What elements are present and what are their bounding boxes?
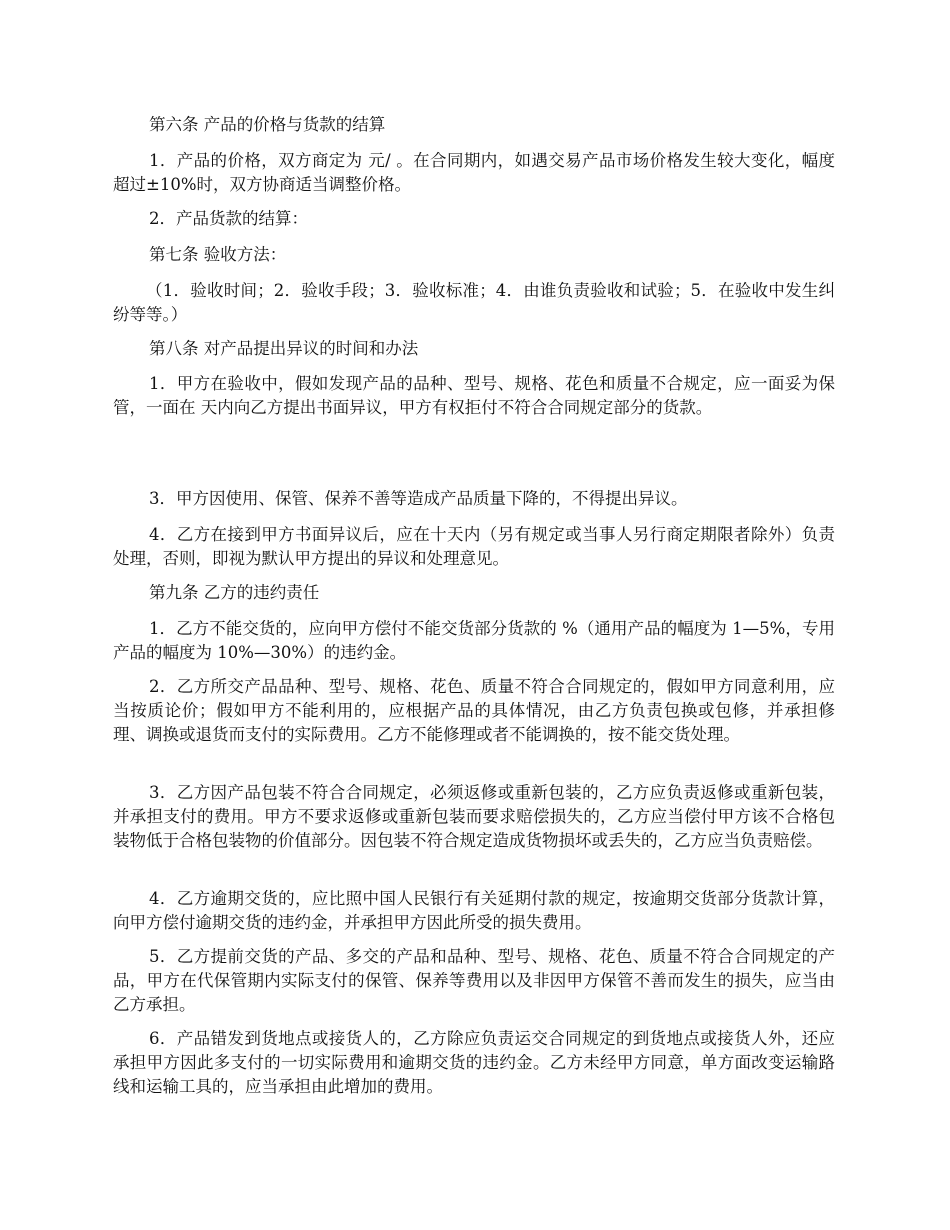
article-8-clause-1: 1．甲方在验收中，假如发现产品的品种、型号、规格、花色和质量不合规定，应一面妥为保管，一面在 天内向乙方提出书面异议，甲方有权拒付不符合合同规定部分的货款。 — [113, 374, 835, 417]
article-7-detail: （1．验收时间；2．验收手段；3．验收标准；4．由谁负责验收和试验；5．在验收中发生纠纷等等。） — [113, 281, 835, 324]
article-6-clause-2: 2．产品货款的结算： — [149, 209, 308, 228]
article-7-heading: 第七条 验收方法： — [149, 245, 287, 264]
article-8-heading: 第八条 对产品提出异议的时间和办法 — [149, 339, 419, 358]
article-9-clause-4: 4．乙方逾期交货的，应比照中国人民银行有关延期付款的规定，按逾期交货部分货款计算，向甲方偿付逾期交货的违约金，并承担甲方因此所受的损失费用。 — [113, 889, 835, 932]
article-9-heading: 第九条 乙方的违约责任 — [149, 583, 320, 602]
article-6-heading: 第六条 产品的价格与货款的结算 — [149, 115, 386, 134]
article-9-clause-2: 2．乙方所交产品品种、型号、规格、花色、质量不符合合同规定的，假如甲方同意利用，应当按质论价；假如甲方不能利用的，应根据产品的具体情况，由乙方负责包换或包修，并承担修理、调换或退货而支付的实际费用。乙方不能修理或者不能调换的，按不能交货处理。 — [113, 677, 835, 744]
article-9-clause-6: 6．产品错发到货地点或接货人的，乙方除应负责运交合同规定的到货地点或接货人外，还应承担甲方因此多支付的一切实际费用和逾期交货的违约金。乙方未经甲方同意，单方面改变运输路线和运输工具的，应当承担由此增加的费用。 — [113, 1029, 835, 1096]
article-6-clause-1: 1．产品的价格，双方商定为 元/ 。在合同期内，如遇交易产品市场价格发生较大变化，幅度超过±10%时，双方协商适当调整价格。 — [113, 151, 835, 194]
article-8-clause-4: 4．乙方在接到甲方书面异议后，应在十天内（另有规定或当事人另行商定期限者除外）负责处理，否则，即视为默认甲方提出的异议和处理意见。 — [113, 525, 835, 568]
article-9-clause-5: 5．乙方提前交货的产品、多交的产品和品种、型号、规格、花色、质量不符合合同规定的产品，甲方在代保管期内实际支付的保管、保养等费用以及非因甲方保管不善而发生的损失，应当由乙方承担。 — [113, 947, 835, 1014]
article-9-clause-3: 3．乙方因产品包装不符合合同规定，必须返修或重新包装的，乙方应负责返修或重新包装，并承担支付的费用。甲方不要求返修或重新包装而要求赔偿损失的，乙方应当偿付甲方该不合格包装物低于合格包装物的价值部分。因包装不符合规定造成货物损坏或丢失的，乙方应当负责赔偿。 — [113, 783, 835, 850]
article-9-clause-1: 1．乙方不能交货的，应向甲方偿付不能交货部分货款的 %（通用产品的幅度为 1—5%，专用产品的幅度为 10%—30%）的违约金。 — [113, 619, 835, 662]
article-8-clause-3: 3．甲方因使用、保管、保养不善等造成产品质量下降的，不得提出异议。 — [149, 489, 688, 508]
